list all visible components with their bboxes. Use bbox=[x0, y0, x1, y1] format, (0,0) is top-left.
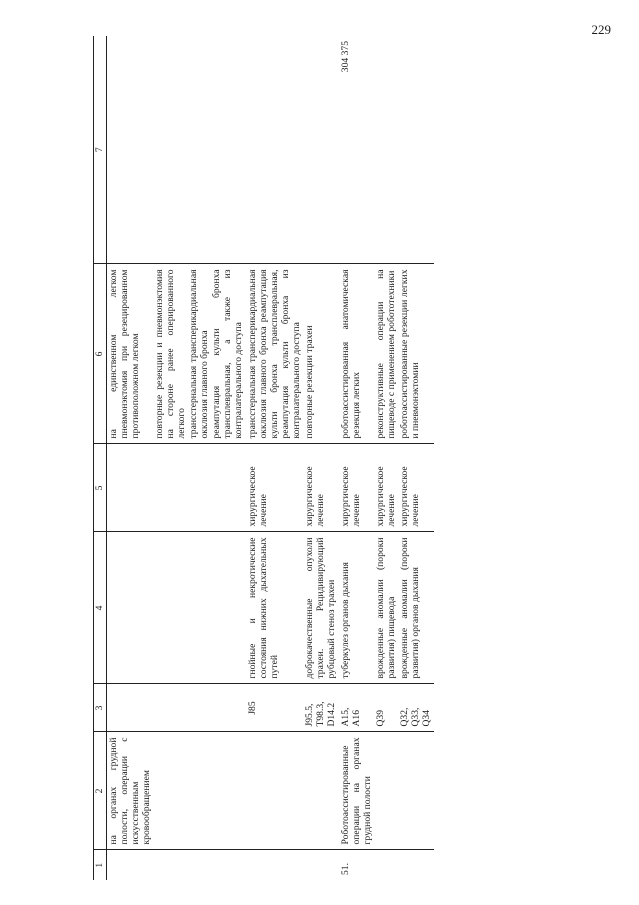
col-header-5: 5 bbox=[94, 444, 107, 532]
col-header-3: 3 bbox=[94, 684, 107, 732]
cost bbox=[154, 36, 188, 264]
icd-code: J95.5, T98.3, D14.2 bbox=[303, 684, 338, 732]
col-header-2: 2 bbox=[94, 732, 107, 850]
cost: 304 375 bbox=[339, 36, 374, 264]
row-number bbox=[211, 850, 245, 880]
diagnosis bbox=[107, 532, 154, 684]
icd-code: J85 bbox=[246, 684, 304, 732]
cost bbox=[211, 36, 245, 264]
diagnosis: врожденные аномалии (пороки развития) пищевода bbox=[374, 532, 398, 684]
cost bbox=[246, 36, 304, 264]
method: реконструктивные операции на пищеводе с применением робототехники bbox=[374, 264, 398, 444]
icd-code: A15, A16 bbox=[339, 684, 374, 732]
method: повторные резекции трахеи bbox=[303, 264, 338, 444]
diagnosis bbox=[211, 532, 245, 684]
icd-code: Q32, Q33, Q34 bbox=[398, 684, 433, 732]
treatment-type bbox=[211, 444, 245, 532]
treatment-type: хирургическое лечение bbox=[246, 444, 304, 532]
icd-code bbox=[107, 684, 154, 732]
diagnosis: туберкулез органов дыхания bbox=[339, 532, 374, 684]
icd-code bbox=[154, 684, 188, 732]
header-row bbox=[94, 36, 107, 880]
row-number bbox=[188, 850, 211, 880]
cost bbox=[188, 36, 211, 264]
group-name: Роботоассистированные операции на органах грудной полости bbox=[339, 732, 374, 850]
cost bbox=[374, 36, 398, 264]
table-row bbox=[211, 36, 245, 880]
method: на единственном легком пневмонэктомия при резецированном противоположном легком bbox=[107, 264, 154, 444]
table-row bbox=[339, 36, 374, 880]
row-number bbox=[398, 850, 433, 880]
cost bbox=[107, 36, 154, 264]
icd-code: Q39 bbox=[374, 684, 398, 732]
col-header-6: 6 bbox=[94, 264, 107, 444]
group-name bbox=[154, 732, 188, 850]
procedures-table bbox=[93, 36, 434, 880]
treatment-type: хирургическое лечение bbox=[339, 444, 374, 532]
diagnosis: гнойные и некротические состояния нижних дыхательных путей bbox=[246, 532, 304, 684]
group-name bbox=[211, 732, 245, 850]
table-row bbox=[246, 36, 304, 880]
method: реампутация культи бронха трансплевральная, а также из контралатерального доступа bbox=[211, 264, 245, 444]
method: роботоассистированная анатомическая резекция легких bbox=[339, 264, 374, 444]
row-number: 51. bbox=[339, 863, 351, 875]
treatment-type: хирургическое лечение bbox=[374, 444, 398, 532]
group-name bbox=[303, 732, 338, 850]
table-row bbox=[107, 36, 154, 880]
treatment-type: хирургическое лечение bbox=[398, 444, 433, 532]
table-row bbox=[188, 36, 211, 880]
cost bbox=[303, 36, 338, 264]
table-row bbox=[154, 36, 188, 880]
diagnosis: доброкачественные опухоли трахеи. Рецидивирующий рубцовый стеноз трахеи bbox=[303, 532, 338, 684]
cost bbox=[398, 36, 433, 264]
group-name bbox=[246, 732, 304, 850]
table-row bbox=[398, 36, 433, 880]
method: трансстернальная трансперикардиальная окклюзия главного бронха реампутация культи бронха трансплевральная, реампутация культи бронха из контралатерального доступа bbox=[246, 264, 304, 444]
group-name bbox=[374, 732, 398, 850]
row-number bbox=[246, 850, 304, 880]
icd-code bbox=[211, 684, 245, 732]
group-name bbox=[188, 732, 211, 850]
table-row bbox=[303, 36, 338, 880]
page-number: 229 bbox=[591, 22, 611, 37]
method: повторные резекции и пневмонэктомия на стороне ранее оперированного легкого bbox=[154, 264, 188, 444]
treatment-type bbox=[107, 444, 154, 532]
col-header-7: 7 bbox=[94, 36, 107, 264]
method: роботоассистированные резекции легких и пневмонэктомии bbox=[398, 264, 433, 444]
rotated-page bbox=[93, 36, 630, 880]
row-number bbox=[154, 850, 188, 880]
icd-code bbox=[188, 684, 211, 732]
col-header-4: 4 bbox=[94, 532, 107, 684]
diagnosis bbox=[188, 532, 211, 684]
treatment-type: хирургическое лечение bbox=[303, 444, 338, 532]
group-name: на органах грудной полости, операции с искусственным кровообращением bbox=[107, 732, 154, 850]
row-number bbox=[303, 850, 338, 880]
table-row bbox=[374, 36, 398, 880]
row-number bbox=[374, 850, 398, 880]
diagnosis bbox=[154, 532, 188, 684]
treatment-type bbox=[188, 444, 211, 532]
treatment-type bbox=[154, 444, 188, 532]
row-number bbox=[107, 850, 154, 880]
group-name bbox=[398, 732, 433, 850]
col-header-1: 1 bbox=[94, 850, 107, 880]
method: трансстернальная трансперикардиальная окклюзия главного бронха bbox=[188, 264, 211, 444]
diagnosis: врожденные аномалии (пороки развития) органов дыхания bbox=[398, 532, 433, 684]
